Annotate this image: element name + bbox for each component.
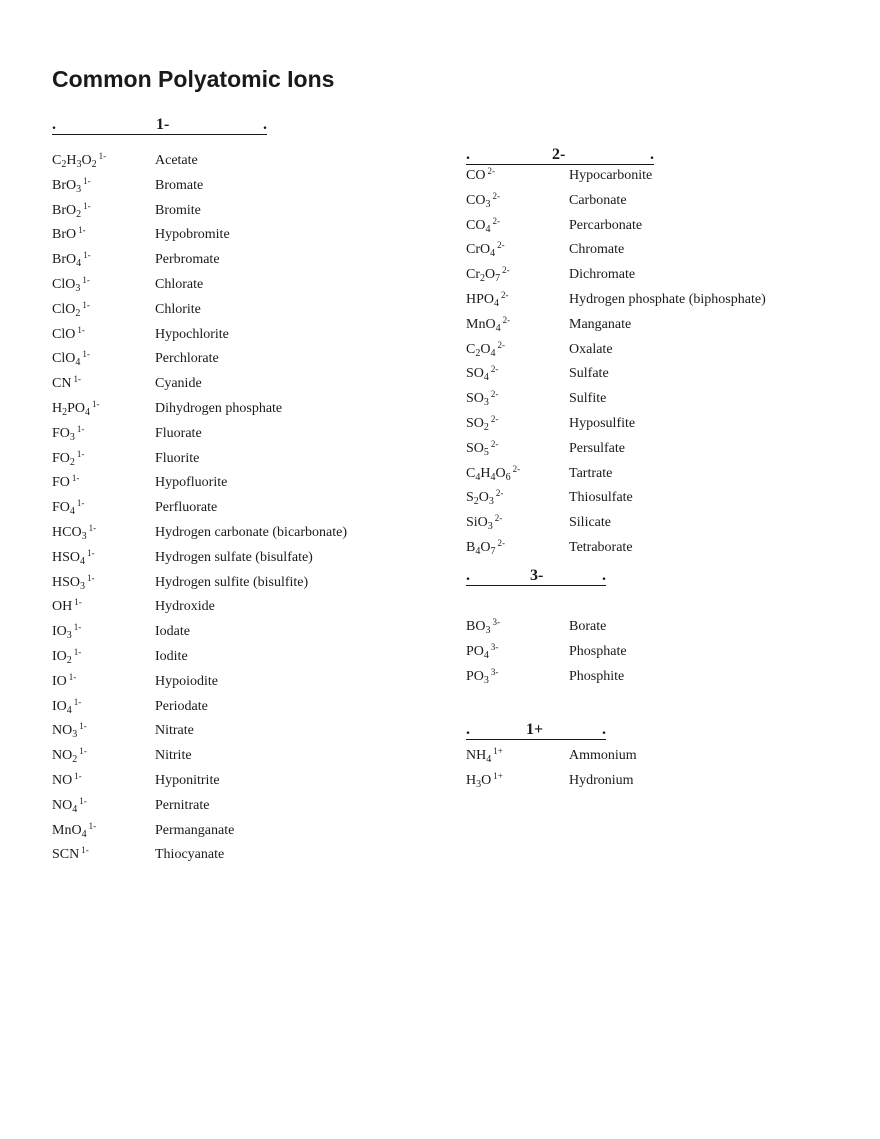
ion-row <box>52 797 432 822</box>
ion-row <box>52 722 432 747</box>
ion-name: Fluorate <box>155 425 202 441</box>
ion-formula: $HSO_4^{1-}$ <box>52 547 95 567</box>
ion-row <box>466 217 846 242</box>
ion-row <box>52 822 432 847</box>
ion-name: Bromite <box>155 202 201 218</box>
ion-row <box>52 673 432 698</box>
ion-row <box>52 450 432 475</box>
ion-formula: BrO$_4^{1-}$ <box>52 250 91 270</box>
ion-name: Manganate <box>569 316 632 332</box>
section-header-1: . . 1- <box>52 116 267 133</box>
ion-name: Iodite <box>155 649 188 664</box>
ion-row <box>52 747 432 772</box>
ion-row <box>52 152 432 177</box>
ion-name: Iodate <box>155 624 190 640</box>
ion-name: Perbromate <box>155 252 220 268</box>
ion-formula: $CO_4^{2-}$ <box>466 215 500 235</box>
ion-formula: ClO$_4^{1-}$ <box>52 349 90 369</box>
ion-row <box>466 643 846 668</box>
ion-name: Hypoiodite <box>155 673 218 689</box>
ion-row <box>466 266 846 291</box>
ion-name: Nitrate <box>155 723 194 739</box>
ion-name: Tetraborate <box>569 540 633 555</box>
ion-formula: FO $^{1-}$ <box>52 473 80 491</box>
ion-row <box>52 226 432 251</box>
ion-name: Thiocyanate <box>155 847 225 863</box>
section-charge-label: 1+ <box>526 721 544 738</box>
ion-row <box>466 316 846 341</box>
ion-row <box>52 425 432 450</box>
ion-name: Bromate <box>155 177 204 193</box>
ion-formula: $H_2PO_4^{1-}$ <box>52 399 100 418</box>
ion-name: Phosphate <box>569 643 627 659</box>
ion-name: Sulfite <box>569 391 607 407</box>
ion-row <box>466 772 846 797</box>
ion-formula: $BO_3^{3-}$ <box>466 617 500 636</box>
ion-name: Acetate <box>155 153 198 168</box>
section-header-2: . . 2- <box>466 146 654 163</box>
ion-row <box>52 177 432 202</box>
ion-formula: $C_4H_4O_6^{2-}$ <box>466 463 521 483</box>
ion-name: Hyponitrite <box>155 773 220 788</box>
section-charge-label: 3- <box>530 567 544 584</box>
ion-name: Persulfate <box>569 440 625 456</box>
ion-name: Perchlorate <box>155 351 219 367</box>
ion-row <box>466 341 846 366</box>
ion-formula: $SO_4^{2-}$ <box>466 364 499 384</box>
ion-formula: $C_2H_3O_2^{1-}$ <box>52 151 107 170</box>
ion-name: Chromate <box>569 242 625 258</box>
ion-name: Hydronium <box>569 772 634 788</box>
ion-formula: SCN $^{1-}$ <box>52 845 89 863</box>
ion-name: Hydrogen sulfate (bisulfate) <box>155 549 313 565</box>
ion-row <box>52 574 432 599</box>
ion-row <box>52 276 432 301</box>
ion-name: Tartrate <box>569 465 613 481</box>
section-header-4: . . 1+ <box>466 721 606 738</box>
ion-name: Percarbonate <box>569 217 643 233</box>
ion-name: Hypofluorite <box>155 475 228 491</box>
ion-row <box>52 202 432 227</box>
ion-row <box>52 499 432 524</box>
ion-formula: $H_3O$ $^{1+}$ <box>466 770 503 790</box>
ion-formula: $SO_3^{2-}$ <box>466 389 499 409</box>
ion-formula: ClO $^{1-}$ <box>52 324 85 342</box>
ion-formula: $SO_5^{2-}$ <box>466 438 499 458</box>
ion-row <box>52 698 432 723</box>
ion-formula: $HSO_3^{1-}$ <box>52 572 95 592</box>
ion-name: Sulfate <box>569 366 609 382</box>
ion-row <box>466 747 846 772</box>
ion-name: Permanganate <box>155 822 235 838</box>
ion-formula: $C_2O_4^{2-}$ <box>466 339 505 359</box>
ion-formula: $S_2O_3^{2-}$ <box>466 488 504 508</box>
ion-row <box>52 326 432 351</box>
ion-row <box>52 251 432 276</box>
ion-row <box>52 524 432 549</box>
ion-formula: $NH_4^{1+}$ <box>466 746 503 765</box>
ion-formula: MnO$_4^{2-}$ <box>466 314 511 334</box>
ion-row <box>52 648 432 673</box>
ion-row <box>466 192 846 217</box>
ion-formula: $FO_2^{1-}$ <box>52 448 85 468</box>
ion-formula: NO $^{1-}$ <box>52 771 82 788</box>
ion-name: Hydrogen sulfite (bisulfite) <box>155 574 309 590</box>
ion-formula: $HCO_3^{1-}$ <box>52 523 97 542</box>
ion-row <box>466 514 846 539</box>
ion-name: Dichromate <box>569 267 636 283</box>
ion-formula: ClO$_2^{1-}$ <box>52 299 90 319</box>
ion-row <box>52 375 432 400</box>
ion-row <box>466 465 846 490</box>
ion-row <box>466 440 846 465</box>
page-title: Common Polyatomic Ions <box>52 66 335 92</box>
ion-name: Hydroxide <box>155 599 215 615</box>
ion-name: Hyposulfite <box>569 416 636 431</box>
ion-name: Carbonate <box>569 192 627 208</box>
ion-name: Chlorite <box>155 301 201 317</box>
ion-row <box>52 623 432 648</box>
ion-row <box>52 772 432 797</box>
ion-name: Hypobromite <box>155 227 230 243</box>
ion-name: Nitrite <box>155 748 192 764</box>
ion-formula: $SO_2^{2-}$ <box>466 414 499 433</box>
ion-name: Fluorite <box>155 450 200 466</box>
ion-row <box>52 846 432 871</box>
ion-formula: IO $^{1-}$ <box>52 671 77 689</box>
ion-formula: CrO$_4^{2-}$ <box>466 240 505 260</box>
ion-formula: $NO_3^{1-}$ <box>52 721 87 741</box>
ion-name: Perfluorate <box>155 500 218 516</box>
ion-formula: CO $^{2-}$ <box>466 166 495 183</box>
section-charge-label: 2- <box>552 146 566 163</box>
section-charge-label: 1- <box>156 116 170 133</box>
ion-formula: SiO$_3^{2-}$ <box>466 513 503 533</box>
ion-name: Thiosulfate <box>569 490 633 506</box>
ion-name: Borate <box>569 619 607 634</box>
ion-formula: ClO$_3^{1-}$ <box>52 275 90 294</box>
ion-row <box>52 598 432 623</box>
ion-row <box>52 474 432 499</box>
ion-name: Phosphite <box>569 668 625 684</box>
ion-row <box>52 400 432 425</box>
ion-name: Hypochlorite <box>155 326 229 342</box>
ion-formula: $IO_3^{1-}$ <box>52 622 82 642</box>
ion-formula: OH $^{1-}$ <box>52 597 82 615</box>
ion-row <box>466 618 846 643</box>
ion-row <box>466 365 846 390</box>
ion-name: Cyanide <box>155 376 202 392</box>
ion-name: Oxalate <box>569 341 613 357</box>
ion-row <box>466 291 846 316</box>
ion-name: Pernitrate <box>155 797 210 813</box>
ion-row <box>466 241 846 266</box>
ion-formula: $Cr_2O_7^{2-}$ <box>466 265 510 285</box>
section-header-3: . . 3- <box>466 567 606 584</box>
ion-name: Hypocarbonite <box>569 168 653 183</box>
ion-formula: $B_4O_7^{2-}$ <box>466 538 505 557</box>
ion-name: Ammonium <box>569 748 637 763</box>
ion-formula: CN $^{1-}$ <box>52 374 81 392</box>
ion-row <box>466 489 846 514</box>
ion-formula: $IO_2^{1-}$ <box>52 647 82 666</box>
ion-row <box>52 549 432 574</box>
ion-formula: BrO$_2^{1-}$ <box>52 200 91 220</box>
ion-row <box>466 539 846 564</box>
ion-formula: $FO_4^{1-}$ <box>52 498 85 518</box>
ion-formula: $CO_3^{2-}$ <box>466 190 500 210</box>
ion-name: Hydrogen carbonate (bicarbonate) <box>155 525 348 540</box>
ion-name: Silicate <box>569 515 611 531</box>
ion-formula: $PO_3^{3-}$ <box>466 666 499 686</box>
ion-name: Periodate <box>155 698 208 714</box>
ion-name: Chlorate <box>155 277 204 292</box>
ion-row <box>466 668 846 693</box>
ion-formula: $NO_2^{1-}$ <box>52 746 87 766</box>
ion-row <box>466 167 846 192</box>
ion-formula: $HPO_4^{2-}$ <box>466 290 509 309</box>
ion-formula: BrO $^{1-}$ <box>52 225 86 243</box>
ion-formula: $PO_4^{3-}$ <box>466 641 499 661</box>
ion-name: Dihydrogen phosphate <box>155 401 283 416</box>
ion-formula: $FO_3^{1-}$ <box>52 423 85 443</box>
ion-formula: $NO_4^{1-}$ <box>52 795 87 815</box>
ion-row <box>52 350 432 375</box>
ion-formula: MnO$_4^{1-}$ <box>52 820 97 840</box>
ion-row <box>466 390 846 415</box>
ion-name: Hydrogen phosphate (biphosphate) <box>569 292 766 307</box>
ion-formula: $IO_4^{1-}$ <box>52 696 82 716</box>
ion-formula: BrO$_3^{1-}$ <box>52 175 91 195</box>
ion-row <box>466 415 846 440</box>
ion-row <box>52 301 432 326</box>
